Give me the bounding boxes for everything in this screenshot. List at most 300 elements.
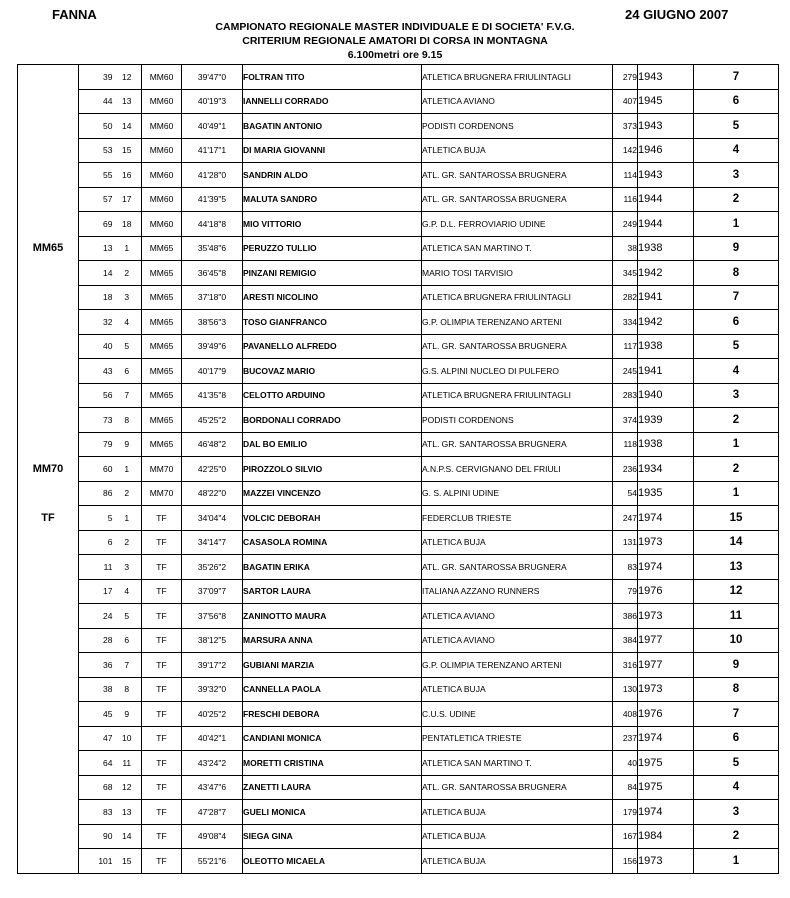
athlete-name: IANNELLI CORRADO — [243, 89, 422, 114]
table-row — [18, 432, 779, 457]
club-name: ATLETICA BUJA — [422, 800, 613, 825]
category-position: 6 — [113, 628, 142, 653]
category-group-label — [18, 653, 79, 678]
finish-time: 40'49"1 — [182, 114, 243, 139]
club-name: ATLETICA BRUGNERA FRIULINTAGLI — [422, 285, 613, 310]
category-position: 8 — [113, 408, 142, 433]
club-name: G.P. D.L. FERROVIARIO UDINE — [422, 212, 613, 237]
athlete-name: VOLCIC DEBORAH — [243, 506, 422, 531]
club-code: 279 — [613, 65, 638, 90]
athlete-name: ZANINOTTO MAURA — [243, 604, 422, 629]
club-code: 131 — [613, 530, 638, 555]
club-code: 247 — [613, 506, 638, 531]
category-group-label — [18, 604, 79, 629]
club-name: G. S. ALPINI UDINE — [422, 481, 613, 506]
category-position: 4 — [113, 579, 142, 604]
finish-time: 36'45"8 — [182, 261, 243, 286]
points: 9 — [694, 236, 779, 261]
category-position: 8 — [113, 677, 142, 702]
category-position: 4 — [113, 310, 142, 335]
birth-year: 1984 — [638, 824, 694, 849]
points: 15 — [694, 506, 779, 531]
bib-number: 55 — [79, 163, 113, 188]
bib-number: 56 — [79, 383, 113, 408]
category-code: TF — [142, 530, 182, 555]
finish-time: 48'22"0 — [182, 481, 243, 506]
finish-time: 55'21"6 — [182, 849, 243, 874]
points: 5 — [694, 334, 779, 359]
finish-time: 41'17"1 — [182, 138, 243, 163]
finish-time: 43'47"6 — [182, 775, 243, 800]
category-group-label — [18, 800, 79, 825]
category-position: 9 — [113, 702, 142, 727]
club-name: ATLETICA AVIANO — [422, 604, 613, 629]
category-code: TF — [142, 824, 182, 849]
club-code: 407 — [613, 89, 638, 114]
category-position: 2 — [113, 481, 142, 506]
category-position: 5 — [113, 604, 142, 629]
club-name: ATL. GR. SANTAROSSA BRUGNERA — [422, 775, 613, 800]
category-code: MM60 — [142, 114, 182, 139]
category-position: 1 — [113, 506, 142, 531]
birth-year: 1976 — [638, 702, 694, 727]
athlete-name: TOSO GIANFRANCO — [243, 310, 422, 335]
title-line-1: CAMPIONATO REGIONALE MASTER INDIVIDUALE E DI SOCIETA' F.V.G. — [215, 21, 575, 33]
finish-time: 34'14"7 — [182, 530, 243, 555]
category-position: 3 — [113, 285, 142, 310]
category-position: 2 — [113, 261, 142, 286]
table-row — [18, 530, 779, 555]
club-name: ATLETICA BUJA — [422, 824, 613, 849]
points: 7 — [694, 702, 779, 727]
category-group-label — [18, 383, 79, 408]
category-code: MM60 — [142, 212, 182, 237]
club-name: C.U.S. UDINE — [422, 702, 613, 727]
finish-time: 41'39"5 — [182, 187, 243, 212]
athlete-name: MARSURA ANNA — [243, 628, 422, 653]
bib-number: 39 — [79, 65, 113, 90]
points: 1 — [694, 481, 779, 506]
club-code: 114 — [613, 163, 638, 188]
athlete-name: CANDIANI MONICA — [243, 726, 422, 751]
bib-number: 14 — [79, 261, 113, 286]
category-group-label — [18, 310, 79, 335]
athlete-name: CELOTTO ARDUINO — [243, 383, 422, 408]
bib-number: 57 — [79, 187, 113, 212]
category-code: MM70 — [142, 457, 182, 482]
points: 6 — [694, 310, 779, 335]
athlete-name: BORDONALI CORRADO — [243, 408, 422, 433]
club-name: ATLETICA BRUGNERA FRIULINTAGLI — [422, 383, 613, 408]
category-position: 18 — [113, 212, 142, 237]
birth-year: 1943 — [638, 163, 694, 188]
title-line-3: 6.100metri ore 9.15 — [347, 49, 443, 61]
points: 4 — [694, 138, 779, 163]
category-code: MM65 — [142, 383, 182, 408]
category-group-label: MM70 — [32, 462, 64, 475]
table-row — [18, 677, 779, 702]
bib-number: 45 — [79, 702, 113, 727]
club-code: 79 — [613, 579, 638, 604]
athlete-name: CASASOLA ROMINA — [243, 530, 422, 555]
category-code: TF — [142, 506, 182, 531]
finish-time: 49'08"4 — [182, 824, 243, 849]
club-code: 179 — [613, 800, 638, 825]
category-code: TF — [142, 751, 182, 776]
points: 5 — [694, 751, 779, 776]
results-table — [17, 64, 779, 874]
category-code: MM65 — [142, 285, 182, 310]
category-group-label — [18, 628, 79, 653]
category-code: MM65 — [142, 334, 182, 359]
category-position: 13 — [113, 89, 142, 114]
points: 2 — [694, 824, 779, 849]
table-row — [18, 555, 779, 580]
bib-number: 60 — [79, 457, 113, 482]
category-position: 15 — [113, 138, 142, 163]
birth-year: 1974 — [638, 726, 694, 751]
birth-year: 1942 — [638, 261, 694, 286]
finish-time: 41'28"0 — [182, 163, 243, 188]
club-code: 118 — [613, 432, 638, 457]
bib-number: 6 — [79, 530, 113, 555]
table-row — [18, 138, 779, 163]
date-label: 24 GIUGNO 2007 — [625, 7, 729, 22]
table-row — [18, 187, 779, 212]
finish-time: 37'09"7 — [182, 579, 243, 604]
club-name: ATLETICA AVIANO — [422, 89, 613, 114]
points: 6 — [694, 726, 779, 751]
athlete-name: MAZZEI VINCENZO — [243, 481, 422, 506]
points: 3 — [694, 383, 779, 408]
points: 2 — [694, 187, 779, 212]
club-code: 316 — [613, 653, 638, 678]
bib-number: 101 — [79, 849, 113, 874]
club-name: ATLETICA SAN MARTINO T. — [422, 751, 613, 776]
bib-number: 17 — [79, 579, 113, 604]
category-position: 14 — [113, 114, 142, 139]
club-code: 373 — [613, 114, 638, 139]
club-code: 236 — [613, 457, 638, 482]
category-group-label — [18, 261, 79, 286]
club-name: FEDERCLUB TRIESTE — [422, 506, 613, 531]
category-group-label — [18, 163, 79, 188]
birth-year: 1973 — [638, 849, 694, 874]
category-position: 3 — [113, 555, 142, 580]
club-code: 84 — [613, 775, 638, 800]
athlete-name: PERUZZO TULLIO — [243, 236, 422, 261]
points: 12 — [694, 579, 779, 604]
category-group-label — [18, 481, 79, 506]
category-code: TF — [142, 775, 182, 800]
bib-number: 73 — [79, 408, 113, 433]
club-code: 40 — [613, 751, 638, 776]
club-name: ATLETICA BUJA — [422, 849, 613, 874]
club-name: ATL. GR. SANTAROSSA BRUGNERA — [422, 334, 613, 359]
table-row — [18, 261, 779, 286]
birth-year: 1938 — [638, 236, 694, 261]
points: 3 — [694, 800, 779, 825]
athlete-name: PINZANI REMIGIO — [243, 261, 422, 286]
category-code: TF — [142, 800, 182, 825]
finish-time: 37'18"0 — [182, 285, 243, 310]
table-row — [18, 114, 779, 139]
bib-number: 79 — [79, 432, 113, 457]
birth-year: 1975 — [638, 751, 694, 776]
category-group-label — [18, 334, 79, 359]
athlete-name: CANNELLA PAOLA — [243, 677, 422, 702]
points: 14 — [694, 530, 779, 555]
club-name: ATL. GR. SANTAROSSA BRUGNERA — [422, 555, 613, 580]
points: 2 — [694, 457, 779, 482]
athlete-name: SIEGA GINA — [243, 824, 422, 849]
birth-year: 1975 — [638, 775, 694, 800]
club-code: 282 — [613, 285, 638, 310]
category-position: 12 — [113, 65, 142, 90]
category-code: MM60 — [142, 65, 182, 90]
bib-number: 69 — [79, 212, 113, 237]
category-position: 2 — [113, 530, 142, 555]
club-code: 283 — [613, 383, 638, 408]
club-name: A.N.P.S. CERVIGNANO DEL FRIULI — [422, 457, 613, 482]
category-group-label — [18, 285, 79, 310]
category-group-label — [18, 187, 79, 212]
category-code: MM65 — [142, 261, 182, 286]
category-code: TF — [142, 628, 182, 653]
category-code: MM65 — [142, 310, 182, 335]
category-group-label — [18, 751, 79, 776]
category-position: 14 — [113, 824, 142, 849]
bib-number: 40 — [79, 334, 113, 359]
club-code: 386 — [613, 604, 638, 629]
finish-time: 38'12"5 — [182, 628, 243, 653]
category-group-label — [18, 138, 79, 163]
table-row — [18, 849, 779, 874]
bib-number: 53 — [79, 138, 113, 163]
finish-time: 41'35"8 — [182, 383, 243, 408]
category-code: TF — [142, 726, 182, 751]
title-line-2: CRITERIUM REGIONALE AMATORI DI CORSA IN MONTAGNA — [242, 35, 548, 47]
finish-time: 35'26"2 — [182, 555, 243, 580]
category-position: 7 — [113, 383, 142, 408]
club-code: 38 — [613, 236, 638, 261]
club-code: 142 — [613, 138, 638, 163]
bib-number: 83 — [79, 800, 113, 825]
birth-year: 1938 — [638, 432, 694, 457]
category-code: TF — [142, 604, 182, 629]
finish-time: 39'32"0 — [182, 677, 243, 702]
athlete-name: FOLTRAN TITO — [243, 65, 422, 90]
category-code: MM70 — [142, 481, 182, 506]
bib-number: 5 — [79, 506, 113, 531]
category-group-label — [18, 89, 79, 114]
category-position: 11 — [113, 751, 142, 776]
athlete-name: SARTOR LAURA — [243, 579, 422, 604]
bib-number: 43 — [79, 359, 113, 384]
table-row — [18, 383, 779, 408]
club-code: 334 — [613, 310, 638, 335]
category-code: MM60 — [142, 163, 182, 188]
bib-number: 38 — [79, 677, 113, 702]
club-name: ATLETICA BUJA — [422, 530, 613, 555]
table-row — [18, 579, 779, 604]
birth-year: 1974 — [638, 800, 694, 825]
athlete-name: BAGATIN ANTONIO — [243, 114, 422, 139]
athlete-name: PIROZZOLO SILVIO — [243, 457, 422, 482]
category-group-label — [18, 824, 79, 849]
birth-year: 1973 — [638, 604, 694, 629]
table-row — [18, 751, 779, 776]
club-name: ITALIANA AZZANO RUNNERS — [422, 579, 613, 604]
club-code: 374 — [613, 408, 638, 433]
category-position: 7 — [113, 653, 142, 678]
category-position: 10 — [113, 726, 142, 751]
category-position: 9 — [113, 432, 142, 457]
birth-year: 1944 — [638, 187, 694, 212]
category-position: 6 — [113, 359, 142, 384]
table-row — [18, 236, 779, 261]
finish-time: 45'25"2 — [182, 408, 243, 433]
club-name: PODISTI CORDENONS — [422, 408, 613, 433]
table-row — [18, 604, 779, 629]
birth-year: 1946 — [638, 138, 694, 163]
bib-number: 28 — [79, 628, 113, 653]
club-name: PENTATLETICA TRIESTE — [422, 726, 613, 751]
finish-time: 43'24"2 — [182, 751, 243, 776]
finish-time: 38'56"3 — [182, 310, 243, 335]
birth-year: 1939 — [638, 408, 694, 433]
category-group-label — [18, 849, 79, 874]
category-code: MM65 — [142, 432, 182, 457]
club-name: G.P. OLIMPIA TERENZANO ARTENI — [422, 653, 613, 678]
birth-year: 1974 — [638, 555, 694, 580]
category-group-label — [18, 359, 79, 384]
club-code: 156 — [613, 849, 638, 874]
table-row — [18, 653, 779, 678]
bib-number: 36 — [79, 653, 113, 678]
club-code: 345 — [613, 261, 638, 286]
athlete-name: PAVANELLO ALFREDO — [243, 334, 422, 359]
category-position: 5 — [113, 334, 142, 359]
category-group-label — [18, 775, 79, 800]
category-position: 16 — [113, 163, 142, 188]
club-name: ATLETICA SAN MARTINO T. — [422, 236, 613, 261]
athlete-name: MALUTA SANDRO — [243, 187, 422, 212]
birth-year: 1943 — [638, 65, 694, 90]
category-code: TF — [142, 677, 182, 702]
table-row — [18, 89, 779, 114]
category-group-label — [18, 555, 79, 580]
athlete-name: DI MARIA GIOVANNI — [243, 138, 422, 163]
category-group-label — [18, 726, 79, 751]
finish-time: 39'47"0 — [182, 65, 243, 90]
birth-year: 1934 — [638, 457, 694, 482]
finish-time: 44'18"8 — [182, 212, 243, 237]
birth-year: 1945 — [638, 89, 694, 114]
category-code: TF — [142, 555, 182, 580]
points: 1 — [694, 212, 779, 237]
category-code: MM60 — [142, 89, 182, 114]
club-code: 245 — [613, 359, 638, 384]
points: 3 — [694, 163, 779, 188]
points: 4 — [694, 775, 779, 800]
club-name: G.P. OLIMPIA TERENZANO ARTENI — [422, 310, 613, 335]
category-group-label — [18, 65, 79, 90]
finish-time: 40'19"3 — [182, 89, 243, 114]
table-row — [18, 702, 779, 727]
category-position: 13 — [113, 800, 142, 825]
points: 8 — [694, 261, 779, 286]
birth-year: 1973 — [638, 677, 694, 702]
table-row — [18, 163, 779, 188]
category-group-label — [18, 408, 79, 433]
birth-year: 1943 — [638, 114, 694, 139]
birth-year: 1973 — [638, 530, 694, 555]
table-row — [18, 800, 779, 825]
bib-number: 24 — [79, 604, 113, 629]
category-group-label — [18, 702, 79, 727]
birth-year: 1977 — [638, 628, 694, 653]
club-code: 130 — [613, 677, 638, 702]
category-code: MM65 — [142, 236, 182, 261]
club-name: ATLETICA BRUGNERA FRIULINTAGLI — [422, 65, 613, 90]
table-row — [18, 481, 779, 506]
table-row — [18, 310, 779, 335]
points: 1 — [694, 849, 779, 874]
table-row — [18, 212, 779, 237]
points: 9 — [694, 653, 779, 678]
points: 11 — [694, 604, 779, 629]
club-name: G.S. ALPINI NUCLEO DI PULFERO — [422, 359, 613, 384]
finish-time: 39'17"2 — [182, 653, 243, 678]
table-row — [18, 334, 779, 359]
club-code: 384 — [613, 628, 638, 653]
category-position: 1 — [113, 457, 142, 482]
category-position: 1 — [113, 236, 142, 261]
club-name: ATLETICA BUJA — [422, 138, 613, 163]
club-name: ATLETICA AVIANO — [422, 628, 613, 653]
birth-year: 1941 — [638, 285, 694, 310]
category-position: 15 — [113, 849, 142, 874]
finish-time: 40'42"1 — [182, 726, 243, 751]
category-position: 17 — [113, 187, 142, 212]
athlete-name: ZANETTI LAURA — [243, 775, 422, 800]
category-code: TF — [142, 579, 182, 604]
category-group-label: MM65 — [32, 242, 64, 255]
points: 5 — [694, 114, 779, 139]
birth-year: 1944 — [638, 212, 694, 237]
place-label: FANNA — [52, 7, 97, 22]
bib-number: 64 — [79, 751, 113, 776]
points: 1 — [694, 432, 779, 457]
table-row — [18, 506, 779, 531]
finish-time: 46'48"2 — [182, 432, 243, 457]
birth-year: 1941 — [638, 359, 694, 384]
club-name: ATL. GR. SANTAROSSA BRUGNERA — [422, 432, 613, 457]
category-group-label: TF — [41, 511, 55, 524]
club-code: 116 — [613, 187, 638, 212]
points: 7 — [694, 65, 779, 90]
bib-number: 13 — [79, 236, 113, 261]
category-code: MM60 — [142, 138, 182, 163]
club-name: ATL. GR. SANTAROSSA BRUGNERA — [422, 187, 613, 212]
table-row — [18, 775, 779, 800]
points: 8 — [694, 677, 779, 702]
bib-number: 50 — [79, 114, 113, 139]
category-position: 12 — [113, 775, 142, 800]
club-code: 117 — [613, 334, 638, 359]
club-code: 167 — [613, 824, 638, 849]
